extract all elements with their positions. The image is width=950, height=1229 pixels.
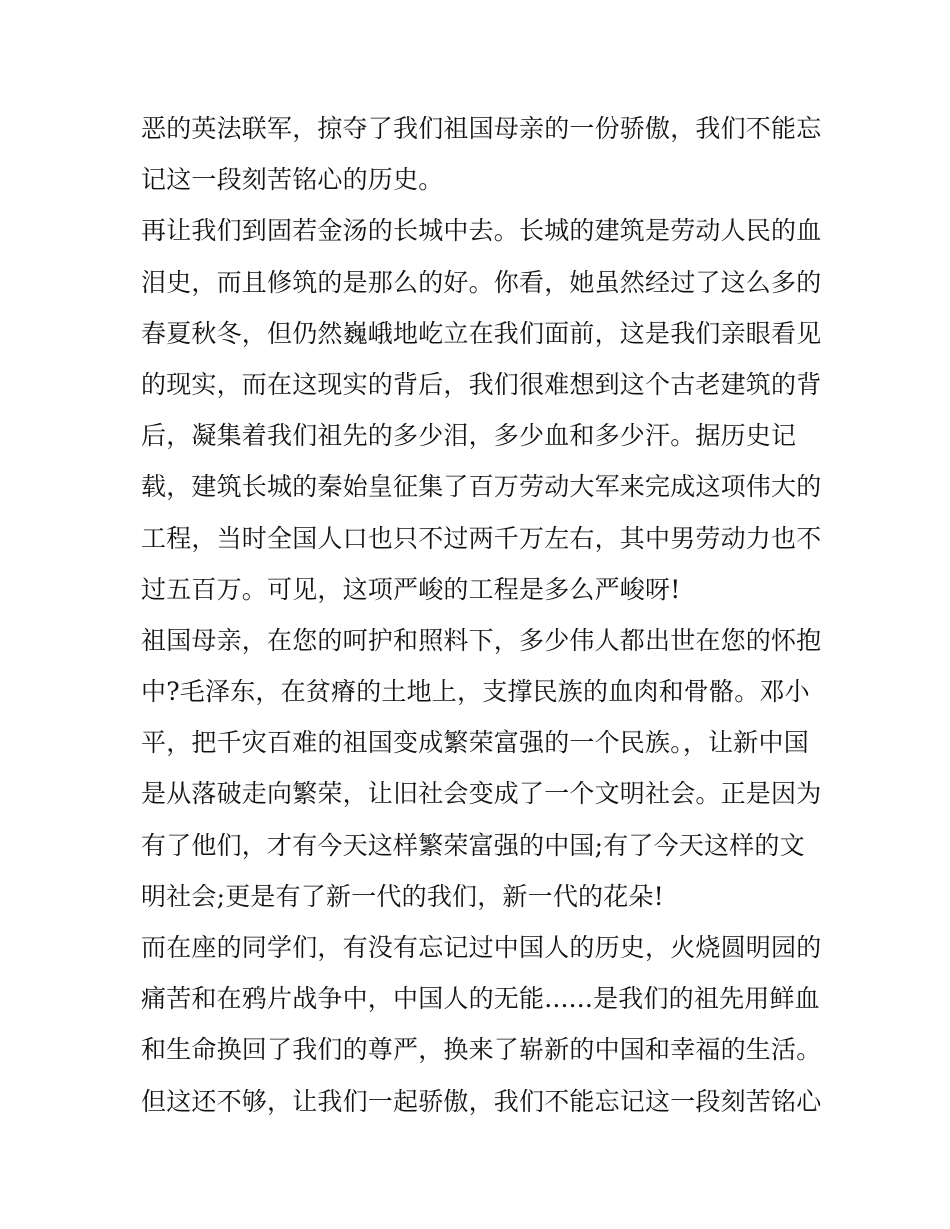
text-line: 记这一段刻苦铭心的历史。 (141, 165, 444, 195)
text-line: 和生命换回了我们的尊严，换来了崭新的中国和幸福的生活。 (141, 1035, 822, 1065)
text-line: 恶的英法联军，掠夺了我们祖国母亲的一份骄傲，我们不能忘 (141, 114, 822, 143)
text-line: 工程，当时全国人口也只不过两千万左右，其中男劳动力也不 (141, 523, 822, 553)
text-line: 的现实，而在这现实的背后，我们很难想到这个古老建筑的背 (141, 369, 822, 399)
text-line: 祖国母亲，在您的呵护和照料下，多少伟人都出世在您的怀抱 (141, 625, 822, 655)
text-line: 再让我们到固若金汤的长城中去。长城的建筑是劳动人民的血 (141, 216, 822, 246)
text-line: 中?毛泽东，在贫瘠的土地上，支撑民族的血肉和骨骼。邓小 (141, 677, 810, 707)
document-body (141, 103, 821, 1127)
text-line: 春夏秋冬，但仍然巍峨地屹立在我们面前，这是我们亲眼看见 (141, 318, 822, 348)
text-line: 痛苦和在鸦片战争中，中国人的无能......是我们的祖先用鲜血 (141, 984, 820, 1014)
text-line: 而在座的同学们，有没有忘记过中国人的历史，火烧圆明园的 (141, 933, 822, 962)
text-line: 后，凝集着我们祖先的多少泪，多少血和多少汗。据历史记 (141, 421, 797, 451)
text-line: 有了他们，才有今天这样繁荣富强的中国;有了今天这样的文 (141, 830, 805, 860)
text-line: 泪史，而且修筑的是那么的好。你看，她虽然经过了这么多的 (141, 267, 822, 297)
text-line: 明社会;更是有了新一代的我们，新一代的花朵! (141, 881, 664, 911)
text-line: 过五百万。可见，这项严峻的工程是多么严峻呀! (141, 574, 681, 604)
text-line: 载，建筑长城的秦始皇征集了百万劳动大军来完成这项伟大的 (141, 472, 822, 502)
text-line: 平，把千灾百难的祖国变成繁荣富强的一个民族。，让新中国 (141, 728, 809, 758)
text-line: 是从落破走向繁荣，让旧社会变成了一个文明社会。正是因为 (141, 779, 822, 809)
text-line: 但这还不够，让我们一起骄傲，我们不能忘记这一段刻苦铭心 (141, 1086, 822, 1116)
